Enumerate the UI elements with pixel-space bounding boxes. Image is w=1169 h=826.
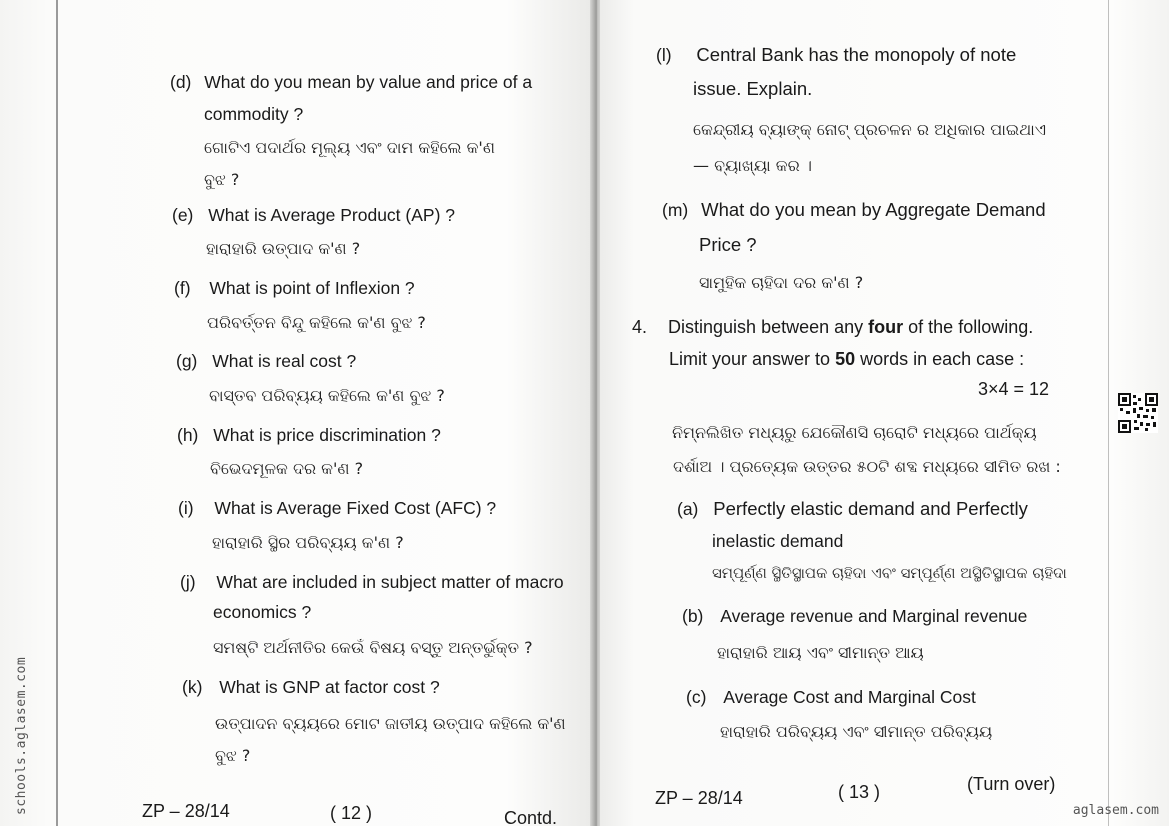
- right-edge-shadow: [1108, 0, 1109, 826]
- question-4-line2: [669, 350, 1024, 368]
- question-number: (l): [656, 45, 672, 65]
- question-text: What do you mean by Aggregate Demand: [701, 199, 1046, 220]
- odia-text: ସମଷ୍ଟି ଅର୍ଥନୀତିର କେଉଁ ବିଷୟ ବସ୍ତୁ ଅନ୍ତର୍ଭୁକ୍ତ ?: [213, 638, 533, 657]
- question-4-text-b: of the following.: [903, 317, 1034, 337]
- question-text: Central Bank has the monopoly of note: [696, 44, 1017, 65]
- page-number: ( 13 ): [838, 782, 881, 802]
- question-number: (h): [177, 425, 199, 445]
- question-number: (k): [182, 677, 203, 697]
- odia-text: ବୁଝ ?: [215, 746, 251, 765]
- sub-item-c: [686, 689, 976, 707]
- question-text: What is point of Inflexion ?: [209, 278, 415, 298]
- page-number: ( 12 ): [330, 803, 373, 823]
- odia-text: ନିମ୍ନଲିଖିତ ମଧ୍ୟରୁ ଯେକୌଣସି ଚାରୋଟି ମଧ୍ୟରେ ପାର୍ଥକ୍ୟ: [672, 423, 1037, 442]
- odia-text: ବିଭେଦମୂଳକ ଦର କ'ଣ ?: [210, 459, 364, 478]
- question-number: (e): [172, 205, 194, 225]
- odia-text: ସାମୁହିକ ଚାହିଦା ଦର କ'ଣ ?: [699, 273, 864, 292]
- question-text: What is real cost ?: [212, 351, 357, 371]
- sub-item-text: Average revenue and Marginal revenue: [720, 606, 1028, 626]
- question-text-cont: issue. Explain.: [693, 78, 813, 99]
- question-f: [174, 280, 415, 298]
- question-m: [662, 201, 1046, 220]
- odia-text: ଦର୍ଶାଅ । ପ୍ରତ୍ୟେକ ଉତ୍ତର ୫୦ଟି ଶବ୍ଦ ମଧ୍ୟରେ ସୀମିତ ରଖ :: [673, 457, 1061, 476]
- corner-watermark: aglasem.com: [1072, 803, 1159, 818]
- sub-item-b: [682, 608, 1027, 626]
- left-edge-shadow: [56, 0, 58, 826]
- odia-text: ବାସ୍ତବ ପରିବ୍ୟୟ କହିଲେ କ'ଣ ବୁଝ ?: [209, 386, 445, 405]
- question-text: What is Average Fixed Cost (AFC) ?: [214, 498, 497, 518]
- question-g: [176, 353, 356, 371]
- question-number: (g): [176, 351, 198, 371]
- marks-label: 3×4 = 12: [978, 379, 1050, 399]
- question-4-text-c: Limit your answer to: [669, 349, 836, 369]
- question-l: [656, 46, 1016, 65]
- question-j: [180, 574, 564, 592]
- paper-code: ZP – 28/14: [142, 801, 230, 821]
- question-h: [177, 427, 441, 445]
- question-4: [632, 318, 1033, 336]
- sub-item-number: (b): [682, 606, 704, 626]
- qr-code-icon: [1118, 393, 1158, 433]
- odia-text: ପରିବର୍ତ୍ତନ ବିନ୍ଦୁ କହିଲେ କ'ଣ ବୁଝ ?: [207, 313, 426, 332]
- question-text: What is price discrimination ?: [213, 425, 441, 445]
- odia-text: ହାରାହାରି ଆୟ ଏବଂ ସୀମାନ୍ତ ଆୟ: [717, 643, 924, 662]
- question-text-cont: Price ?: [699, 234, 757, 255]
- sub-item-a: [677, 500, 1028, 519]
- sub-item-text: Perfectly elastic demand and Perfectly: [713, 498, 1028, 519]
- question-number: (d): [170, 72, 192, 92]
- odia-text: ସମ୍ପୂର୍ଣ୍ଣ ସ୍ଥିତିସ୍ଥାପକ ଚାହିଦା ଏବଂ ସମ୍ପୂର୍ଣ୍ଣ ଅସ୍ଥିତିସ୍ଥାପକ ଚାହିଦା: [712, 564, 1067, 582]
- question-e: [172, 207, 455, 225]
- question-4-text-a: Distinguish between any: [668, 317, 869, 337]
- odia-text: ହାରାହାରି ସ୍ଥିର ପରିବ୍ୟୟ କ'ଣ ?: [212, 533, 404, 552]
- sub-item-number: (a): [677, 499, 699, 519]
- odia-text: ଉତ୍ପାଦନ ବ୍ୟୟରେ ମୋଟ ଜାତୀୟ ଉତ୍ପାଦ କହିଲେ କ'ଣ: [215, 714, 566, 733]
- question-text: What is GNP at factor cost ?: [219, 677, 440, 697]
- odia-text: ହାରାହାରି ଉତ୍ପାଦ କ'ଣ ?: [206, 239, 361, 258]
- question-k: [182, 679, 440, 697]
- sub-item-text-cont: inelastic demand: [712, 531, 844, 551]
- odia-text: ବୁଝ ?: [204, 170, 240, 189]
- question-text: What is Average Product (AP) ?: [208, 205, 456, 225]
- paper-code: ZP – 28/14: [655, 788, 743, 808]
- question-text: What do you mean by value and price of a: [204, 72, 533, 92]
- odia-text: ହାରାହାରି ପରିବ୍ୟୟ ଏବଂ ସୀମାନ୍ତ ପରିବ୍ୟୟ: [720, 722, 993, 741]
- sub-item-text: Average Cost and Marginal Cost: [723, 687, 976, 707]
- question-number: (i): [178, 498, 194, 518]
- question-number: (f): [174, 278, 191, 298]
- odia-text: ଗୋଟିଏ ପଦାର୍ଥର ମୂଲ୍ୟ ଏବଂ ଦାମ କହିଲେ କ'ଣ: [204, 138, 495, 157]
- question-number: (j): [180, 572, 196, 592]
- turn-over-label: (Turn over): [967, 774, 1056, 794]
- question-i: [178, 500, 496, 518]
- side-watermark: schools.aglasem.com: [14, 656, 29, 815]
- odia-text: କେନ୍ଦ୍ରୀୟ ବ୍ୟାଙ୍କ୍ ନୋଟ୍ ପ୍ରଚଳନ ର ଅଧିକାର ପାଇଥାଏ: [693, 120, 1047, 139]
- question-number: (m): [662, 200, 689, 220]
- contd-label: Contd.: [504, 808, 558, 826]
- odia-text: — ବ୍ୟାଖ୍ୟା କର ।: [693, 156, 812, 175]
- question-text-cont: commodity ?: [204, 104, 304, 124]
- question-4-bold-four: four: [868, 317, 904, 337]
- question-number: 4.: [632, 317, 648, 337]
- question-4-text-d: words in each case :: [855, 349, 1025, 369]
- question-text: What are included in subject matter of macro: [216, 572, 564, 592]
- question-4-bold-50: 50: [835, 349, 856, 369]
- sub-item-number: (c): [686, 687, 707, 707]
- question-text-cont: economics ?: [213, 602, 312, 622]
- right-page: [600, 0, 1169, 826]
- question-d: [170, 74, 532, 92]
